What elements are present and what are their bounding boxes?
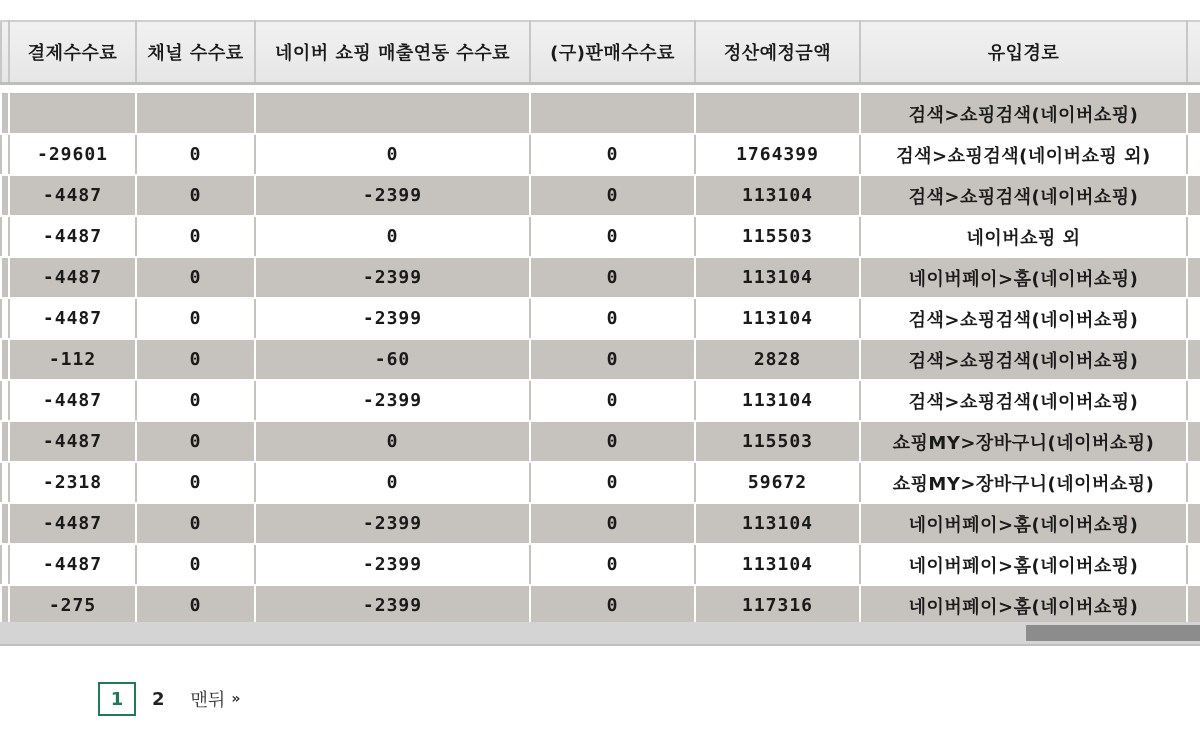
spacer-row [1,84,1200,94]
row-edge-left [1,216,9,257]
cell-naver-shopping-fee: -2399 [255,585,530,622]
page-link-2[interactable]: 2 [152,688,165,710]
cell-naver-shopping-fee: -2399 [255,380,530,421]
header-naver-shopping-fee[interactable]: 네이버 쇼핑 매출연동 수수료 [255,21,530,84]
cell-channel-fee: 0 [136,462,255,503]
cell-payment-fee: -4487 [9,298,136,339]
cell-payment-fee: -4487 [9,216,136,257]
header-row [1,21,1200,84]
row-edge-right [1187,462,1200,503]
cell-payment-fee: -29601 [9,134,136,175]
cell-settlement-amount: 1764399 [695,134,860,175]
cell-naver-shopping-fee: 0 [255,134,530,175]
row-edge-left [1,503,9,544]
row-edge-right [1187,380,1200,421]
cell-inflow-route: 검색>쇼핑검색(네이버쇼핑) [860,380,1187,421]
cell-naver-shopping-fee: -2399 [255,298,530,339]
cell-old-sales-fee: 0 [530,380,695,421]
cell-old-sales-fee: 0 [530,257,695,298]
cell-channel-fee: 0 [136,216,255,257]
row-edge-left [1,380,9,421]
cell-channel-fee: 0 [136,544,255,585]
horizontal-scrollbar[interactable] [0,622,1200,646]
cell-settlement-amount: 113104 [695,257,860,298]
cell-payment-fee: -4487 [9,503,136,544]
cell-channel-fee: 0 [136,339,255,380]
cell-payment-fee: -4487 [9,421,136,462]
cell-settlement-amount: 59672 [695,462,860,503]
last-page-label: 맨뒤 [190,690,226,711]
cell-old-sales-fee: 0 [530,339,695,380]
row-edge-left [1,421,9,462]
row-edge-left [1,339,9,380]
cell-inflow-route: 네이버페이>홈(네이버쇼핑) [860,544,1187,585]
cell-settlement-amount [695,94,860,135]
table-row[interactable] [1,585,1200,622]
row-edge-right [1187,216,1200,257]
cell-inflow-route: 검색>쇼핑검색(네이버쇼핑 외) [860,134,1187,175]
header-payment-fee[interactable]: 결제수수료 [9,21,136,84]
row-edge-right [1187,175,1200,216]
cell-settlement-amount: 113104 [695,175,860,216]
row-edge-right [1187,298,1200,339]
cell-inflow-route: 검색>쇼핑검색(네이버쇼핑) [860,94,1187,135]
cell-channel-fee: 0 [136,585,255,622]
row-edge-right [1187,134,1200,175]
cell-payment-fee: -2318 [9,462,136,503]
row-edge-right [1187,94,1200,135]
cell-old-sales-fee: 0 [530,216,695,257]
cell-settlement-amount: 113104 [695,503,860,544]
cell-old-sales-fee: 0 [530,503,695,544]
table-row[interactable] [1,380,1200,421]
row-edge-left [1,462,9,503]
cell-settlement-amount: 117316 [695,585,860,622]
cell-payment-fee: -275 [9,585,136,622]
row-edge-left [1,298,9,339]
cell-settlement-amount: 113104 [695,544,860,585]
row-edge-left [1,94,9,135]
header-edge-left [1,21,9,84]
cell-channel-fee: 0 [136,380,255,421]
cell-naver-shopping-fee: -2399 [255,503,530,544]
cell-channel-fee [136,94,255,135]
cell-old-sales-fee: 0 [530,298,695,339]
row-edge-left [1,175,9,216]
table-row[interactable] [1,339,1200,380]
cell-naver-shopping-fee: 0 [255,216,530,257]
cell-naver-shopping-fee: -2399 [255,175,530,216]
cell-payment-fee [9,94,136,135]
cell-channel-fee: 0 [136,134,255,175]
cell-inflow-route: 네이버페이>홈(네이버쇼핑) [860,257,1187,298]
row-edge-left [1,585,9,622]
cell-payment-fee: -4487 [9,175,136,216]
page-current[interactable]: 1 [98,682,136,716]
cell-old-sales-fee: 0 [530,175,695,216]
header-old-sales-fee[interactable]: (구)판매수수료 [530,21,695,84]
row-edge-right [1187,421,1200,462]
settlement-table [0,20,1200,622]
cell-naver-shopping-fee: -2399 [255,257,530,298]
cell-old-sales-fee: 0 [530,585,695,622]
cell-channel-fee: 0 [136,298,255,339]
row-edge-right [1187,257,1200,298]
header-inflow-route[interactable]: 유입경로 [860,21,1187,84]
header-edge-right [1187,21,1200,84]
row-edge-left [1,257,9,298]
cell-naver-shopping-fee: 0 [255,462,530,503]
cell-inflow-route: 검색>쇼핑검색(네이버쇼핑) [860,298,1187,339]
cell-payment-fee: -112 [9,339,136,380]
table-row[interactable] [1,94,1200,135]
table-row[interactable] [1,175,1200,216]
cell-payment-fee: -4487 [9,257,136,298]
cell-inflow-route: 검색>쇼핑검색(네이버쇼핑) [860,175,1187,216]
row-edge-left [1,544,9,585]
row-edge-left [1,134,9,175]
cell-settlement-amount: 115503 [695,216,860,257]
cell-settlement-amount: 113104 [695,380,860,421]
pagination [98,679,238,719]
row-edge-right [1187,585,1200,622]
row-edge-right [1187,339,1200,380]
cell-old-sales-fee: 0 [530,134,695,175]
cell-settlement-amount: 115503 [695,421,860,462]
table-row[interactable] [1,462,1200,503]
table-row[interactable] [1,216,1200,257]
table-row[interactable] [1,421,1200,462]
settlement-grid [0,20,1200,622]
cell-channel-fee: 0 [136,503,255,544]
cell-naver-shopping-fee: 0 [255,421,530,462]
double-chevron-right-icon: » [231,691,239,707]
cell-naver-shopping-fee: -2399 [255,544,530,585]
last-page-link[interactable] [191,686,239,712]
cell-old-sales-fee [530,94,695,135]
cell-inflow-route: 네이버페이>홈(네이버쇼핑) [860,585,1187,622]
header-channel-fee[interactable]: 채널 수수료 [136,21,255,84]
header-settlement-amount[interactable]: 정산예정금액 [695,21,860,84]
cell-old-sales-fee: 0 [530,544,695,585]
cell-naver-shopping-fee [255,94,530,135]
cell-channel-fee: 0 [136,257,255,298]
table-row[interactable] [1,544,1200,585]
table-row[interactable] [1,503,1200,544]
cell-old-sales-fee: 0 [530,462,695,503]
row-edge-right [1187,503,1200,544]
cell-inflow-route: 네이버페이>홈(네이버쇼핑) [860,503,1187,544]
cell-inflow-route: 쇼핑MY>장바구니(네이버쇼핑) [860,421,1187,462]
cell-channel-fee: 0 [136,421,255,462]
table-row[interactable] [1,257,1200,298]
cell-naver-shopping-fee: -60 [255,339,530,380]
cell-settlement-amount: 113104 [695,298,860,339]
cell-inflow-route: 검색>쇼핑검색(네이버쇼핑) [860,339,1187,380]
row-edge-right [1187,544,1200,585]
cell-payment-fee: -4487 [9,544,136,585]
table-row[interactable] [1,298,1200,339]
top-strip [0,0,1200,20]
cell-inflow-route: 네이버쇼핑 외 [860,216,1187,257]
cell-old-sales-fee: 0 [530,421,695,462]
cell-channel-fee: 0 [136,175,255,216]
scrollbar-thumb[interactable] [1026,625,1200,641]
cell-inflow-route: 쇼핑MY>장바구니(네이버쇼핑) [860,462,1187,503]
table-row[interactable] [1,134,1200,175]
cell-payment-fee: -4487 [9,380,136,421]
cell-settlement-amount: 2828 [695,339,860,380]
